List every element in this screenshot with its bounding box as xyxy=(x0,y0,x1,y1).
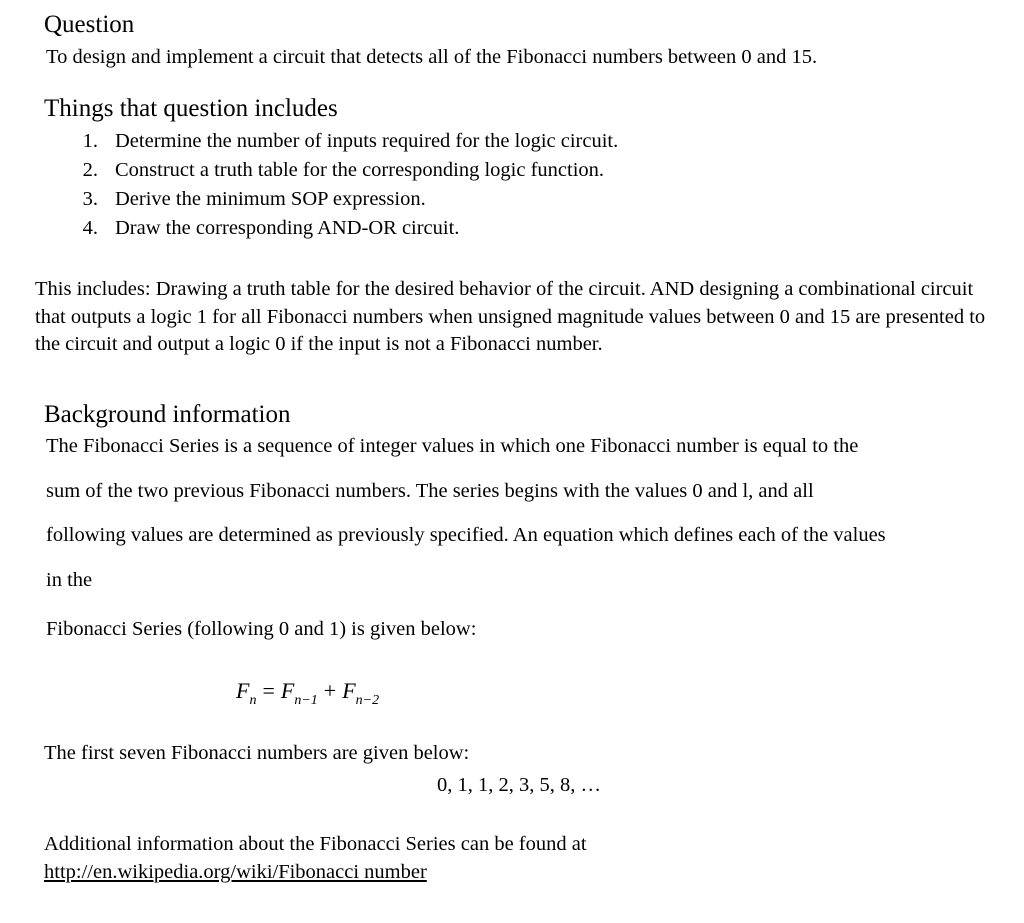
formula-lhs-subscript: n xyxy=(249,693,257,708)
background-line: Fibonacci Series (following 0 and 1) is given below: xyxy=(46,618,477,640)
formula-term-1: F xyxy=(280,678,295,703)
additional-info-text: Additional information about the Fibonacci Series can be found at xyxy=(44,833,587,855)
list-item-number: 2. xyxy=(82,159,98,181)
background-line: in the xyxy=(46,569,93,591)
list-item-number: 1. xyxy=(82,130,98,152)
fibonacci-formula xyxy=(236,676,379,710)
formula-lhs: F xyxy=(236,678,250,703)
background-heading: Background information xyxy=(44,401,291,428)
question-heading: Question xyxy=(44,11,135,38)
formula-equals: = xyxy=(262,678,275,703)
list-item-text: Construct a truth table for the corresponding logic function. xyxy=(115,159,605,181)
wikipedia-link[interactable]: http://en.wikipedia.org/wiki/Fibonacci number xyxy=(44,861,427,883)
list-item-number: 3. xyxy=(82,188,98,210)
list-item-text: Derive the minimum SOP expression. xyxy=(115,188,426,210)
background-line: sum of the two previous Fibonacci numbers. The series begins with the values 0 and l, and all xyxy=(46,480,814,502)
summary-paragraph: This includes: Drawing a truth table for the desired behavior of the circuit. AND designing a combinational circuit that outputs a logic 1 for all Fibonacci numbers when unsigned magnitude values between 0 and 15 are presented to the circuit and output a logic 0 if the input is not a Fibonacci number. xyxy=(35,278,986,355)
formula-term-1-subscript: n−1 xyxy=(294,693,318,708)
includes-heading: Things that question includes xyxy=(44,95,338,122)
background-line: following values are determined as previously specified. An equation which defines each of the values xyxy=(46,524,886,546)
first-seven-label: The first seven Fibonacci numbers are given below: xyxy=(44,742,470,764)
formula-term-2: F xyxy=(342,678,356,703)
list-item-number: 4. xyxy=(82,217,98,239)
list-item-text: Determine the number of inputs required for the logic circuit. xyxy=(115,130,619,152)
formula-term-2-subscript: n−2 xyxy=(355,693,380,708)
question-text: To design and implement a circuit that detects all of the Fibonacci numbers between 0 and 15. xyxy=(46,46,818,68)
fibonacci-sequence: 0, 1, 1, 2, 3, 5, 8, … xyxy=(437,774,601,796)
background-line: The Fibonacci Series is a sequence of integer values in which one Fibonacci number is equal to the xyxy=(46,435,859,457)
list-item-text: Draw the corresponding AND-OR circuit. xyxy=(115,217,460,239)
formula-plus: + xyxy=(323,678,337,703)
